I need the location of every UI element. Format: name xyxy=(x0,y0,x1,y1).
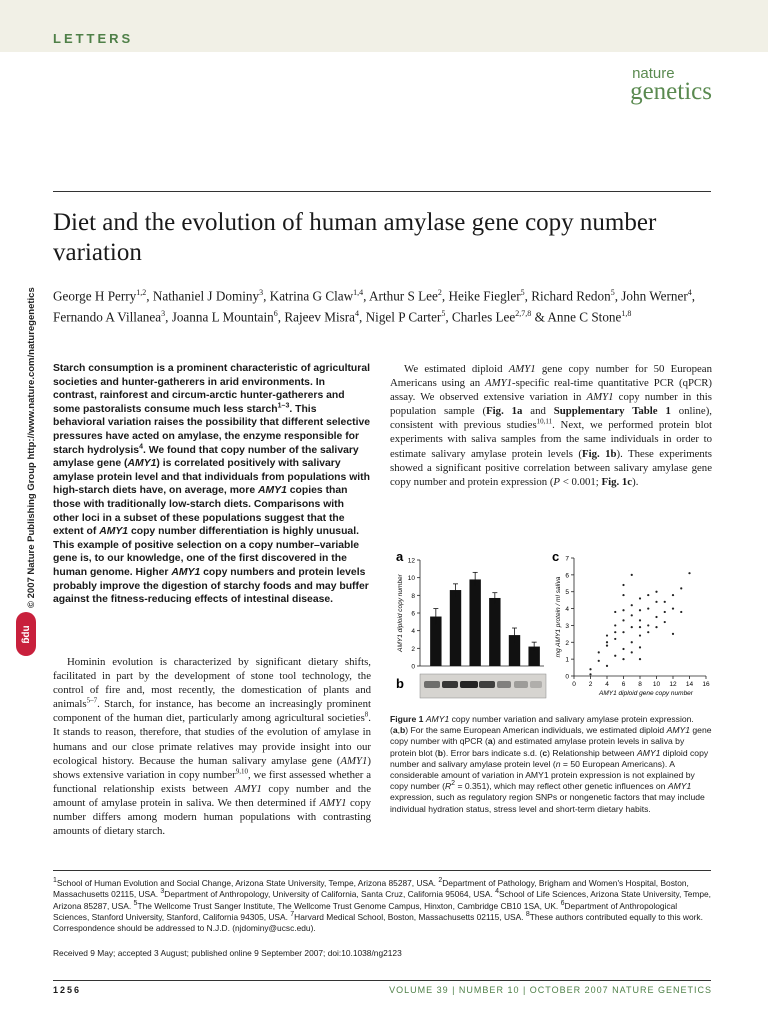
scatter-x-tick-label: 8 xyxy=(638,681,642,688)
scatter-point xyxy=(639,609,641,611)
scatter-point xyxy=(664,621,666,623)
scatter-point xyxy=(647,607,649,609)
page-number: 1256 xyxy=(53,985,82,995)
scatter-point xyxy=(631,574,633,576)
scatter-x-tick-label: 4 xyxy=(605,681,609,688)
bar-y-tick-label: 6 xyxy=(411,610,415,618)
title-rule xyxy=(53,191,711,192)
scatter-point xyxy=(680,611,682,613)
journal-footer: VOLUME 39 | NUMBER 10 | OCTOBER 2007 NATURE GENETICS xyxy=(389,985,712,995)
scatter-point xyxy=(614,624,616,626)
footnote-rule xyxy=(53,870,711,871)
scatter-point xyxy=(598,660,600,662)
scatter-point xyxy=(614,638,616,640)
scatter-point xyxy=(639,626,641,628)
scatter-point xyxy=(647,594,649,596)
bar-chart xyxy=(397,558,544,671)
scatter-y-tick-label: 7 xyxy=(565,555,569,563)
scatter-point xyxy=(606,641,608,643)
scatter-point xyxy=(672,607,674,609)
article-title: Diet and the evolution of human amylase gene copy number variation xyxy=(53,209,657,266)
blot-band xyxy=(479,681,495,688)
scatter-x-tick-label: 12 xyxy=(669,681,677,688)
scatter-point xyxy=(598,651,600,653)
scatter-point xyxy=(614,655,616,657)
scatter-point xyxy=(639,646,641,648)
scatter-point xyxy=(664,611,666,613)
bar-y-tick-label: 10 xyxy=(407,575,415,583)
scatter-point xyxy=(664,601,666,603)
scatter-point xyxy=(622,594,624,596)
scatter-point xyxy=(647,631,649,633)
abstract: Starch consumption is a prominent characteristic of agricultural societies and hunter-gatherers in arid environments. In contrast, rainforest and circum-arctic hunter-gatherers and some pastoralists consume much less starch$^{1-3}$. This behavioral variation raises the possibility that different selective pressures have acted on amylase, the enzyme responsible for starch hydrolysis$^4$. We found that copy number of the salivary amylase gene (AMY1) is correlated positively with salivary amylase protein level and that individuals from populations with high-starch diets have, on average, more AMY1 copies than those with traditionally low-starch diets. Comparisons with other loci in a subset of these populations suggest that the extent of AMY1 copy number differentiation is highly unusual. This example of positive selection on a copy number–variable gene is, to our knowledge, one of the first discovered in the human genome. Higher AMY1 copy numbers and protein levels probably improve the digestion of starchy foods and may buffer against the fitness-reducing effects of intestinal disease. xyxy=(53,363,371,606)
scatter-point xyxy=(589,668,591,670)
bar-y-tick-label: 0 xyxy=(411,663,415,671)
received-dates: Received 9 May; accepted 3 August; published online 9 September 2007; doi:10.1038/ng2123 xyxy=(53,948,402,958)
scatter-x-tick-label: 0 xyxy=(572,681,576,688)
scatter-point xyxy=(647,624,649,626)
blot-band xyxy=(497,681,511,688)
panel-c-label: c xyxy=(552,549,560,564)
scatter-x-axis-label: AMY1 diploid gene copy number xyxy=(599,690,693,697)
npg-logo xyxy=(16,612,36,656)
scatter-point xyxy=(631,604,633,606)
panel-b-label: b xyxy=(396,676,404,691)
scatter-x-tick-label: 10 xyxy=(652,681,661,688)
scatter-y-tick-label: 3 xyxy=(565,622,569,630)
scatter-point xyxy=(688,572,690,574)
scatter-x-tick-label: 14 xyxy=(685,681,694,688)
scatter-x-tick-label: 2 xyxy=(588,681,593,688)
bar xyxy=(450,590,461,666)
bar-y-tick-label: 12 xyxy=(407,557,415,565)
blot-band xyxy=(424,681,440,688)
bar-y-tick-label: 4 xyxy=(411,628,415,636)
blot-band xyxy=(460,681,478,688)
scatter-y-tick-label: 2 xyxy=(565,639,569,647)
scatter-point xyxy=(622,609,624,611)
scatter-point xyxy=(614,631,616,633)
figure-1 xyxy=(390,548,712,708)
scatter-point xyxy=(622,648,624,650)
bar-y-tick-label: 8 xyxy=(411,592,415,600)
scatter-point xyxy=(655,591,657,593)
scatter-x-tick-label: 6 xyxy=(621,681,626,688)
bar-y-tick-label: 2 xyxy=(411,645,415,653)
scatter-point xyxy=(614,611,616,613)
affiliations: $^1$School of Human Evolution and Social Change, Arizona State University, Tempe, Arizona 85287, USA. $^2$Department of Pathology, Brigham and Women's Hospital, Boston, Massachusetts 02115, USA. $^3$Department of Anthropology, University of California, Santa Cruz, California 95064, USA. $^4$School of Life Sciences, Arizona State University, Tempe, Arizona 85287, USA. $^5$The Wellcome Trust Sanger Institute, The Wellcome Trust Genome Campus, Hinxton, Cambridge CB10 1SA, UK. $^6$Department of Anthropological Sciences, Stanford University, Stanford, California 94305, USA. $^7$Harvard Medical School, Boston, Massachusetts 02115, USA. $^8$These authors contributed equally to this work. Correspondence should be addressed to N.J.D. (njdominy@ucsc.edu). xyxy=(53,877,711,934)
scatter-point xyxy=(655,616,657,618)
panel-a-label: a xyxy=(396,549,404,564)
scatter-point xyxy=(631,641,633,643)
scatter-y-tick-label: 4 xyxy=(565,606,569,614)
journal-logo-bottom: genetics xyxy=(630,78,712,105)
scatter-point xyxy=(631,651,633,653)
figure-1-svg xyxy=(390,548,712,708)
journal-logo xyxy=(630,66,712,104)
scatter-y-axis-label: mg AMY1 protein / ml saliva xyxy=(555,576,562,658)
scatter-point xyxy=(631,614,633,616)
scatter-y-tick-label: 5 xyxy=(565,589,569,597)
scatter-chart xyxy=(555,556,710,698)
scatter-point xyxy=(639,634,641,636)
scatter-point xyxy=(622,584,624,586)
bar xyxy=(489,598,500,666)
scatter-point xyxy=(606,634,608,636)
scatter-point xyxy=(631,626,633,628)
scatter-point xyxy=(639,658,641,660)
body-text-right: We estimated diploid AMY1 gene copy number for 50 European Americans using an AMY1-specific real-time quantitative PCR (qPCR) assay. We observed extensive variation in AMY1 copy number in this population sample (Fig. 1a and Supplementary Table 1 online), consistent with previous studies$^{10,11}$. Next, we performed protein blot experiments with saliva samples from the same individuals in order to estimate salivary amylase protein levels (Fig. 1b). These experiments showed a significant positive correlation between salivary amylase gene copy number and protein expression (P < 0.001; Fig. 1c). xyxy=(390,363,713,488)
blot-band xyxy=(514,681,528,688)
scatter-point xyxy=(655,601,657,603)
copyright-sidebar: © 2007 Nature Publishing Group http://www.nature.com/naturegenetics xyxy=(26,287,37,608)
bar-y-axis-label: AMY1 diploid copy number xyxy=(397,574,404,652)
scatter-y-tick-label: 0 xyxy=(565,673,569,681)
blot-band xyxy=(442,681,458,688)
scatter-point xyxy=(606,645,608,647)
npg-logo-text: npg xyxy=(20,624,32,644)
journal-logo-top: nature xyxy=(632,65,675,82)
scatter-point xyxy=(672,633,674,635)
scatter-y-tick-label: 1 xyxy=(565,656,569,664)
scatter-point xyxy=(622,658,624,660)
scatter-point xyxy=(672,594,674,596)
bar xyxy=(469,579,480,666)
scatter-point xyxy=(639,597,641,599)
scatter-point xyxy=(622,619,624,621)
section-label: LETTERS xyxy=(53,31,134,46)
scatter-point xyxy=(680,587,682,589)
author-list: George H Perry$^{1,2}$, Nathaniel J Dominy$^3$, Katrina G Claw$^{1,4}$, Arthur S Lee$^2$, Heike Fiegler$^5$, Richard Redon$^5$, John Werner$^4$, Fernando A Villanea$^3$, Joanna L Mountain$^6$, Rajeev Misra$^4$, Nigel P Carter$^5$, Charles Lee$^{2,7,8}$ & Anne C Stone$^{1,8}$ xyxy=(53,288,696,325)
blot-band xyxy=(530,681,542,688)
scatter-point xyxy=(639,619,641,621)
scatter-point xyxy=(655,626,657,628)
body-text-left: Hominin evolution is characterized by significant dietary shifts, facilitated in part by the development of stone tool technology, the control of fire and, most recently, the domestication of plants and animals$^{5-7}$. Starch, for instance, has become an increasingly prominent component of the human diet, particularly among agricultural societies$^8$. It stands to reason, therefore, that studies of the evolution of amylase in humans and our close primate relatives may provide insight into our ecological history. Because the human salivary amylase gene (AMY1) shows extensive variation in copy number$^{9,10}$, we first assessed whether a functional relationship exists between AMY1 copy number and the amount of amylase protein in saliva. We then determined if AMY1 copy number differs among modern human populations with contrasting amounts of dietary starch. xyxy=(53,656,371,838)
scatter-point xyxy=(622,631,624,633)
protein-blot xyxy=(420,674,546,698)
scatter-y-tick-label: 6 xyxy=(565,572,569,580)
scatter-x-tick-label: 16 xyxy=(702,681,710,688)
scatter-point xyxy=(589,673,591,675)
footer-rule xyxy=(53,980,711,981)
figure-caption: Figure 1 AMY1 copy number variation and salivary amylase protein expression. (a,b) For the same European American individuals, we estimated diploid AMY1 gene copy number with qPCR (a) and estimated amylase protein levels in saliva by protein blot (b). Error bars indicate s.d. (c) Relationship between AMY1 diploid copy number and salivary amylase protein level (n = 50 European Americans). A considerable amount of variation in AMY1 protein expression is not explained by copy number $(R^2 = 0.351)$, which may reflect other genetic influences on AMY1 expression, such as regulatory region SNPs or nongenetic factors that may include individual hydration status, stress level and short-term dietary habits. xyxy=(390,714,712,814)
scatter-point xyxy=(606,665,608,667)
